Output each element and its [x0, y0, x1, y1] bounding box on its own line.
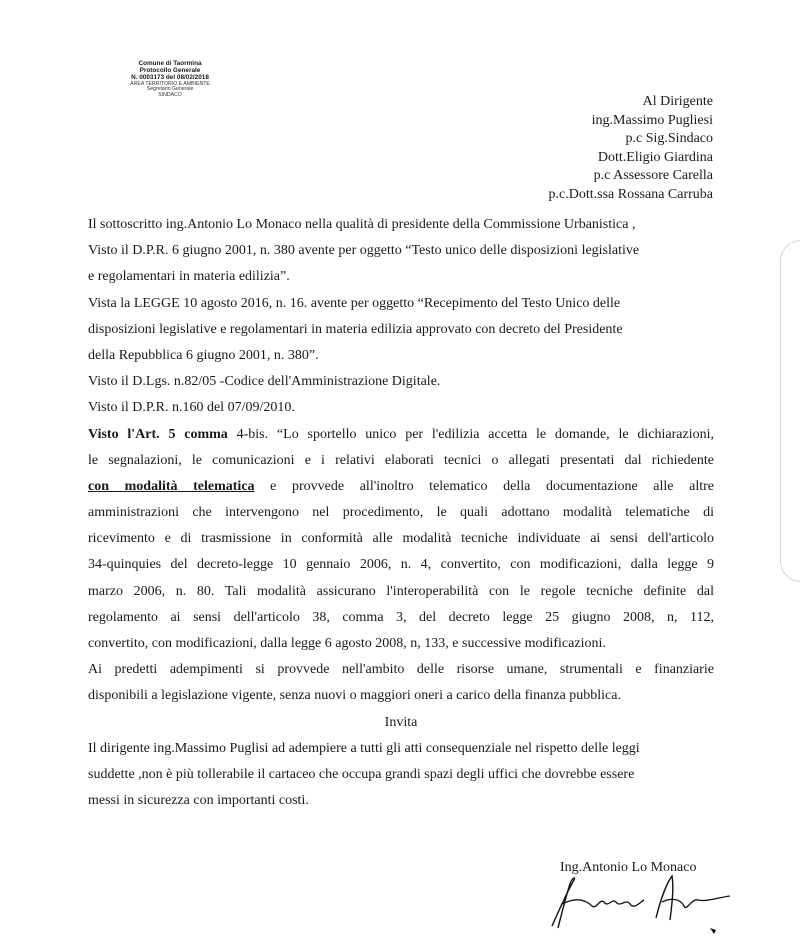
text-line: e regolamentari in materia edilizia”.	[88, 269, 290, 285]
recipients-block	[549, 93, 713, 205]
text-line: messi in sicurezza con importanti costi.	[88, 793, 309, 809]
recipient-line: p.c.Dott.ssa Rossana Carruba	[548, 186, 713, 202]
text-line: Ai predetti adempimenti si provvede nell'ambito delle risorse umane, strumentali e finanziarie	[88, 662, 714, 678]
invita-heading: Invita	[384, 714, 418, 730]
text-line: 34-quinquies del decreto-legge 10 gennaio 2006, n. 4, convertito, con modificazioni, dalla legge 9	[88, 557, 714, 573]
protocol-stamp	[100, 60, 240, 99]
signatory-name: Ing.Antonio Lo Monaco	[560, 860, 697, 875]
stamp-protocol-number: N. 0003173 del 08/02/2018	[131, 74, 209, 82]
text-line: Visto il D.P.R. n.160 del 07/09/2010.	[88, 400, 295, 416]
text-line	[88, 422, 714, 448]
handwritten-signature	[540, 868, 740, 934]
recipient-line: Al Dirigente	[642, 94, 713, 109]
text-line: della Repubblica 6 giugno 2001, n. 380”.	[88, 347, 319, 363]
text-line: le segnalazioni, le comunicazioni e i relativi elaborati tecnici o allegati presentati dal richiedente	[88, 452, 714, 468]
text-line	[88, 474, 714, 500]
text-segment: e provvede all'inoltro telematico della documentazione alle altre	[254, 478, 714, 494]
emphasis-telematica: con modalità telematica	[88, 478, 255, 494]
text-line: Visto il D.P.R. 6 giugno 2001, n. 380 avente per oggetto “Testo unico delle disposizioni legislative	[88, 243, 640, 259]
letter-body	[88, 212, 714, 814]
text-line: disposizioni legislative e regolamentari in materia edilizia approvato con decreto del Presidente	[88, 321, 623, 337]
text-line: Vista la LEGGE 10 agosto 2016, n. 16. avente per oggetto “Recepimento del Testo Unico delle	[88, 295, 621, 311]
stamp-line: Comune di Taormina	[138, 60, 202, 67]
text-line: Visto il D.Lgs. n.82/05 -Codice dell'Amministrazione Digitale.	[88, 374, 441, 390]
text-line: convertito, con modificazioni, dalla legge 6 agosto 2008, n, 133, e successive modificazioni.	[88, 636, 606, 651]
article-reference: Visto l'Art. 5 comma	[88, 426, 228, 442]
stamp-line: AREA TERRITORIO E AMBIENTE	[130, 80, 210, 87]
text-line: disponibili a legislazione vigente, senza nuovi o maggiori oneri a carico della finanza pubblica.	[88, 688, 621, 704]
stamp-line: Segretario Generale	[146, 86, 194, 93]
text-line: marzo 2006, n. 80. Tali modalità assicurano l'interoperabilità con le regole tecniche definite dal	[88, 583, 714, 599]
text-line: Il dirigente ing.Massimo Puglisi ad adempiere a tutti gli atti consequenziale nel rispetto delle leggi	[88, 740, 640, 756]
recipient-line: Dott.Eligio Giardina	[597, 149, 713, 165]
text-line: regolamento ai sensi dell'articolo 38, comma 3, del decreto legge 25 giugno 2008, n, 112,	[88, 609, 714, 625]
stamp-line: Protocollo Generale	[139, 67, 201, 75]
text-line: Il sottoscritto ing.Antonio Lo Monaco nella qualità di presidente della Commissione Urbanistica ,	[88, 217, 636, 232]
text-line: suddette ,non è più tollerabile il cartaceo che occupa grandi spazi degli uffici che dovrebbe essere	[88, 766, 635, 782]
text-segment: 4-bis. “Lo sportello unico per l'edilizia accetta le domande, le dichiarazioni,	[227, 426, 714, 442]
recipient-line: p.c Assessore Carella	[593, 168, 713, 184]
text-line: ricevimento e di trasmissione in conformità alle modalità tecniche individuate ai sensi dell'articolo	[88, 531, 714, 547]
page-edge-overlay	[780, 240, 800, 582]
recipient-line: ing.Massimo Pugliesi	[591, 112, 713, 128]
stamp-line: SINDACO	[158, 92, 182, 99]
recipient-line: p.c Sig.Sindaco	[625, 131, 713, 147]
text-line: amministrazioni che intervengono nel procedimento, le quali adottano modalità telematiche di	[88, 505, 714, 521]
